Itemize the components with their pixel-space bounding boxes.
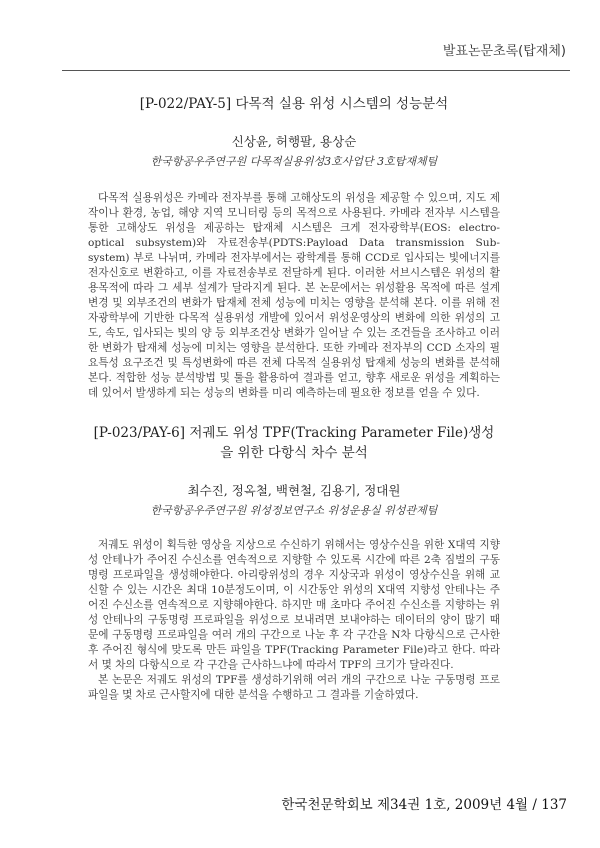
page-footer-citation: 한국천문학회보 제34권 1호, 2009년 4월 / 137 bbox=[281, 797, 567, 813]
abstract-affiliation: 한국항공우주연구원 다목적실용위성3호사업단 3호탑재체팀 bbox=[150, 155, 438, 168]
header-divider bbox=[62, 70, 570, 71]
abstract-p023 bbox=[88, 423, 500, 703]
abstract-authors: 최수진, 정옥철, 백현철, 김용기, 정대원 bbox=[187, 483, 401, 498]
abstract-paragraph: 본 논문은 저궤도 위성의 TPF를 생성하기위해 여러 개의 구간으로 나눈 구동명령 프로파일을 몇 차로 근사할지에 대한 분석을 수행하고 그 결과를 기술하였다. bbox=[88, 674, 500, 701]
abstract-title: [P-022/PAY-5] 다목적 실용 위성 시스템의 성능분석 bbox=[139, 96, 449, 112]
abstract-paragraph: 저궤도 위성이 획득한 영상을 지상으로 수신하기 위해서는 영상수신을 위한 X대역 지향성 안테나가 주어진 수신소를 연속적으로 지향할 수 있도록 시간에 따른 2축 짐벌의 구동명령 프로파일을 생성해야한다. 아리랑위성의 경우 지상국과 위성이 영상수신을 위해 교신할 수 있는 시간은 최대 10분정도이며, 이 시간동안 위성의 X대역 지향성 안테나는 주어진 수신소를 연속적으로 지향해야한다. 하지만 매 초마다 주어진 수신소를 지향하는 위성 안테나의 구동명령 프로파일을 위성으로 보내려면 보내야하는 데이터의 양이 많기 때문에 구동명령 프로파일을 여러 개의 구간으로 나눈 후 각 구간을 N차 다항식으로 근사한 후 주어진 형식에 맞도록 만든 파일을 TPF(Tracking Parameter File)라고 한다. 따라서 몇 차의 다항식으로 각 구간을 근사하느냐에 따라서 TPF의 크기가 달라진다. bbox=[88, 539, 500, 671]
abstract-affiliation: 한국항공우주연구원 위성정보연구소 위성운용실 위성관제팀 bbox=[150, 504, 438, 517]
abstract-authors: 신상윤, 허행팔, 용상순 bbox=[231, 134, 357, 149]
abstract-p022 bbox=[88, 94, 500, 401]
abstract-title: [P-023/PAY-6] 저궤도 위성 TPF(Tracking Parameter File)생성을 위한 다항식 차수 분석 bbox=[93, 425, 495, 461]
section-tag: 발표논문초록(탑재체) bbox=[442, 44, 566, 59]
abstract-paragraph: 다목적 실용위성은 카메라 전자부를 통해 고해상도의 위성을 제공할 수 있으며, 지도 제작이나 환경, 농업, 해양 지역 모니터링 등의 목적으로 사용된다. 카메라 전자부 시스템을 통한 고해상도 위성을 제공하는 탑재체 시스템은 크게 전자광학부(EOS: electro-optical subsystem)와 자료전송부(PDTS:Payload Data transmission Sub-system) 부로 나뉘며, 카메라 전자부에서는 광학계를 통해 CCD로 입사되는 빛에너지를 전자신호로 변환하고, 이를 자료전송부로 전달하게 된다. 이러한 서브시스템은 위성의 활용목적에 따라 그 세부 설계가 달라지게 된다. 본 논문에서는 위성활용 목적에 따른 설계변경 및 외부조건의 변화가 탑재체 전체 성능에 미치는 영향을 분석해 본다. 이를 위해 전자광학부에 기반한 다목적 실용위성 개발에 있어서 위성운영상의 변화에 의한 위성의 고도, 속도, 입사되는 빛의 양 등 외부조건상 변화가 일어날 수 있는 조건들을 조사하고 이러한 변화가 탑재체 성능에 미치는 영향을 분석한다. 또한 카메라 전자부의 CCD 소자의 필요특성 요구조건 및 특성변화에 따른 전체 다목적 실용위성 탑재체 성능의 변화를 분석해 본다. 적합한 성능 분석방법 및 툴을 활용하여 결과를 얻고, 향후 새로운 위성을 계획하는데 있어서 발생하게 되는 성능의 변화를 미리 예측하는데 필요한 정보를 얻을 수 있다. bbox=[88, 192, 500, 399]
